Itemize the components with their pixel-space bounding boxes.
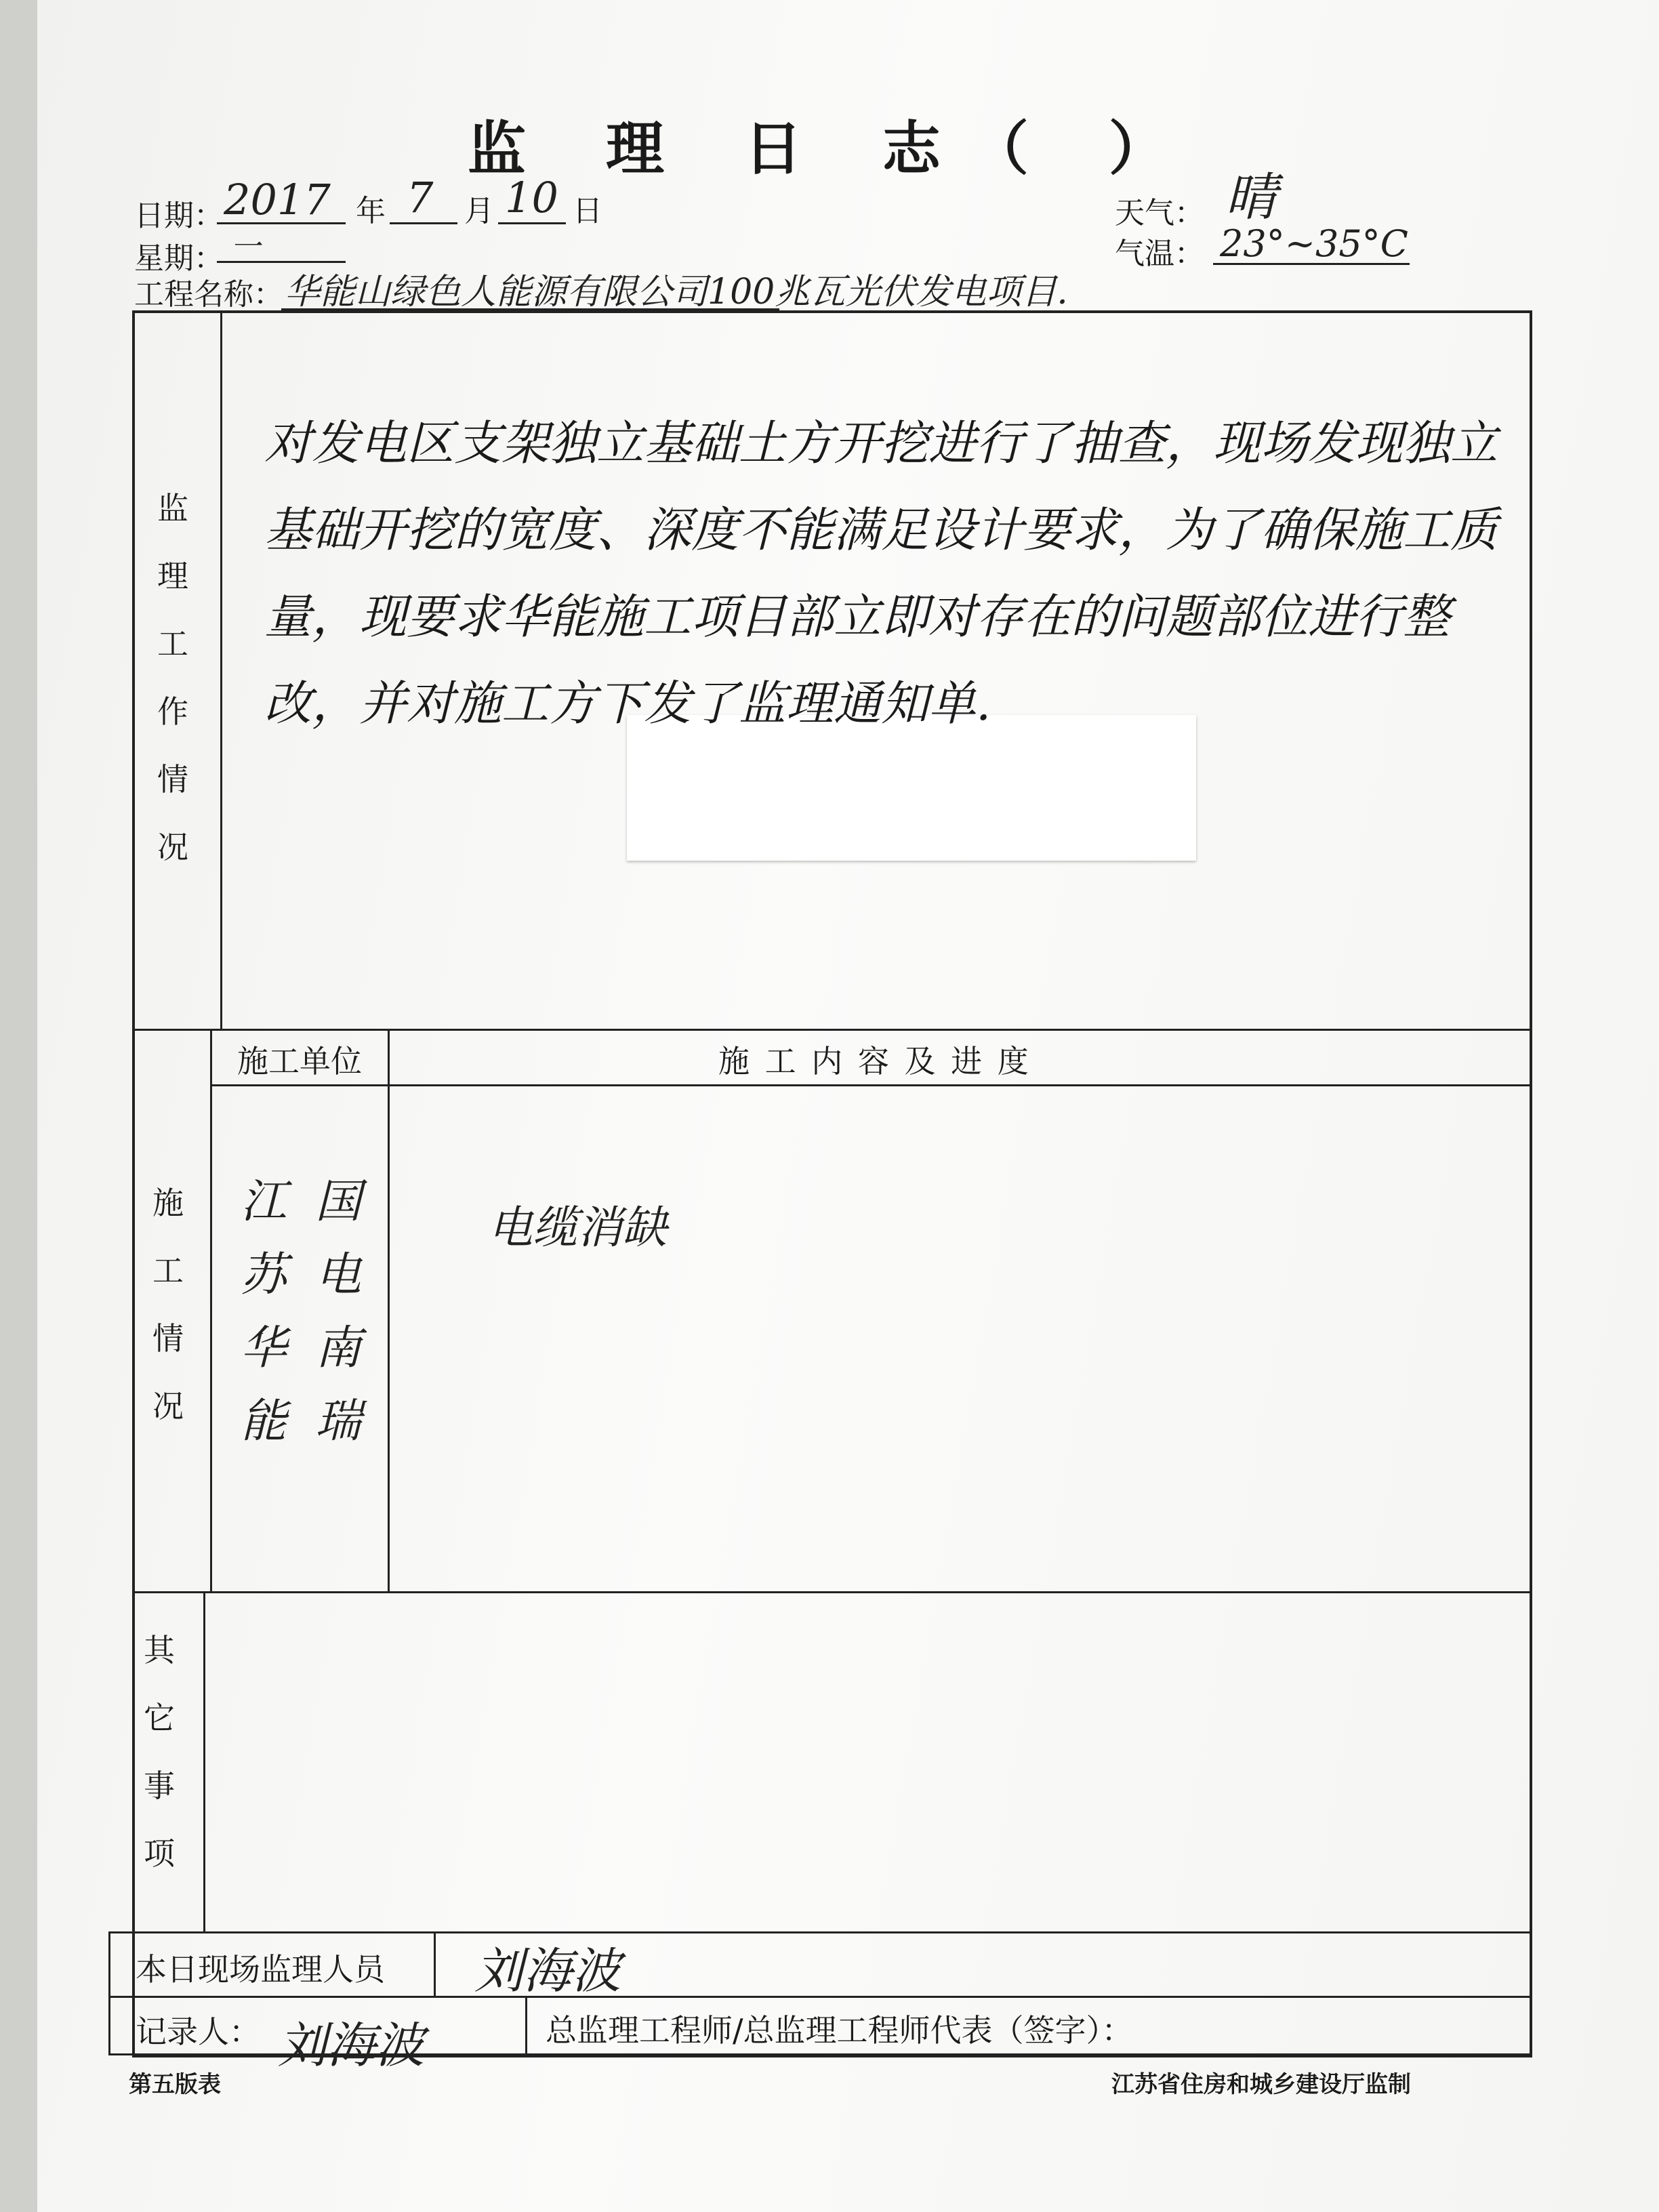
month-value: 7 [407, 173, 434, 222]
month-underline [390, 222, 457, 224]
staff-label-divider [434, 1931, 436, 1996]
chief-engineer-label: 总监理工程师/总监理工程师代表（签字）： [546, 2012, 1133, 2049]
temperature-label: 气温： [1115, 237, 1204, 271]
staff-signature: 刘海波 [474, 1942, 621, 1999]
recorder-divider [525, 1996, 527, 2055]
weather-label: 天气： [1115, 196, 1204, 230]
divider-construction-header [210, 1084, 1530, 1086]
month-unit: 月 [464, 194, 494, 228]
day-underline [498, 222, 566, 224]
content-column-header: 施 工 内 容 及 进 度 [718, 1043, 1031, 1080]
weekday-label: 星期： [134, 241, 224, 276]
project-label: 工程名称： [134, 277, 283, 312]
recorder-signature: 刘海波 [278, 2017, 425, 2074]
unit-guodian-nanrui: 国电南瑞 [315, 1175, 362, 1448]
construction-label-divider [210, 1029, 212, 1591]
page-left-edge [0, 0, 39, 2212]
recorder-label: 记录人： [136, 2013, 260, 2050]
issuer-note: 江苏省住房和城乡建设厅监制 [1111, 2071, 1411, 2098]
staff-label: 本日现场监理人员 [136, 1951, 385, 1988]
signature-left-border [108, 1931, 110, 2055]
day-unit: 日 [573, 194, 602, 228]
date-label: 日期： [134, 199, 224, 233]
divider-other-signature [108, 1931, 1530, 1933]
divider-signature-rows [108, 1996, 1530, 1998]
project-name: 华能山绿色人能源有限公司100兆瓦光伏发电项目. [285, 272, 1068, 312]
unit-jiangsu-huaneng: 江苏华能 [241, 1175, 287, 1448]
divider-work-construction [132, 1029, 1530, 1031]
page-title: 监 理 日 志（ ） [468, 115, 1197, 183]
other-label-divider [203, 1591, 205, 1931]
weather-value: 晴 [1225, 167, 1277, 227]
year-value: 2017 [224, 175, 331, 224]
other-section-label: 其它事项 [144, 1632, 175, 1872]
form-version: 第五版表 [129, 2071, 221, 2098]
construction-content: 电缆消缺 [488, 1202, 667, 1254]
year-unit: 年 [356, 194, 386, 228]
day-value: 10 [505, 173, 558, 222]
temperature-value: 23°~35°C [1220, 222, 1408, 265]
work-section-label: 监理工作情况 [157, 490, 188, 865]
weekday-value: 一 [230, 230, 260, 264]
divider-construction-other [132, 1591, 1530, 1593]
construction-section-label: 施工情况 [152, 1185, 184, 1425]
temperature-underline [1213, 263, 1410, 265]
unit-column-header: 施工单位 [237, 1043, 362, 1080]
unit-column-divider [388, 1029, 390, 1591]
work-description: 对发电区支架独立基础土方开挖进行了抽查，现场发现独立基础开挖的宽度、深度不能满足设计要求，为了确保施工质量，现要求华能施工项目部立即对存在的问题部位进行整改，并对施工方下发了监理通知单. [264, 415, 1498, 731]
work-label-divider [220, 310, 222, 1030]
